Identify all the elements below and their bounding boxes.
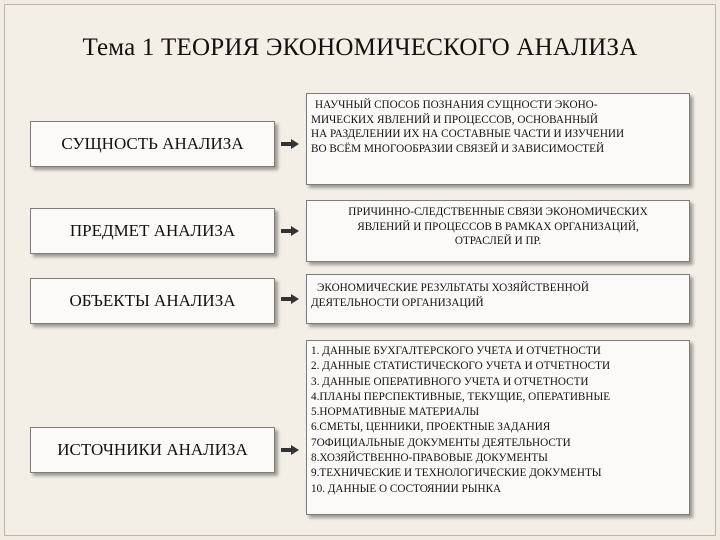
source-item: 5.НОРМАТИВНЫЕ МАТЕРИАЛЫ	[311, 406, 480, 419]
desc-box-essence	[306, 93, 690, 185]
label-box-subject	[30, 208, 275, 254]
label-subject: ПРЕДМЕТ АНАЛИЗА	[69, 221, 236, 240]
label-sources: ИСТОЧНИКИ АНАЛИЗА	[57, 440, 248, 459]
desc-line: ЭКОНОМИЧЕСКИЕ РЕЗУЛЬТАТЫ ХОЗЯЙСТВЕННОЙ	[317, 282, 589, 294]
source-item: 4.ПЛАНЫ ПЕРСПЕКТИВНЫЕ, ТЕКУЩИЕ, ОПЕРАТИВНЫЕ	[311, 390, 611, 403]
label-objects: ОБЪЕКТЫ АНАЛИЗА	[69, 291, 236, 310]
source-item: 9.ТЕХНИЧЕСКИЕ И ТЕХНОЛОГИЧЕСКИЕ ДОКУМЕНТЫ	[311, 467, 602, 480]
label-box-sources	[30, 427, 275, 473]
arrow-right-icon	[281, 445, 299, 455]
desc-line: ОТРАСЛЕЙ И ПР.	[454, 235, 542, 248]
arrow-right-icon	[281, 294, 299, 304]
arrow-right-icon	[281, 139, 299, 149]
label-essence: СУЩНОСТЬ АНАЛИЗА	[61, 134, 244, 153]
desc-box-objects	[306, 274, 690, 324]
desc-box-subject	[306, 200, 690, 262]
source-item: 6.СМЕТЫ, ЦЕННИКИ, ПРОЕКТНЫЕ ЗАДАНИЯ	[311, 421, 551, 434]
desc-line: НА РАЗДЕЛЕНИИ ИХ НА СОСТАВНЫЕ ЧАСТИ И ИЗУЧЕНИИ	[311, 128, 625, 141]
source-item: 3. ДАННЫЕ ОПЕРАТИВНОГО УЧЕТА И ОТЧЕТНОСТИ	[311, 375, 589, 388]
slide-title: Тема 1 ТЕОРИЯ ЭКОНОМИЧЕСКОГО АНАЛИЗА	[82, 34, 638, 61]
source-item: 7ОФИЦИАЛЬНЫЕ ДОКУМЕНТЫ ДЕЯТЕЛЬНОСТИ	[311, 436, 571, 449]
desc-line: ВО ВСЁМ МНОГООБРАЗИИ СВЯЗЕЙ И ЗАВИСИМОСТЕЙ	[311, 142, 605, 155]
desc-line: МИЧЕСКИХ ЯВЛЕНИЙ И ПРОЦЕССОВ, ОСНОВАННЫЙ	[311, 113, 598, 126]
desc-line: ДЕЯТЕЛЬНОСТИ ОРГАНИЗАЦИЙ	[311, 296, 484, 309]
source-item: 2. ДАННЫЕ СТАТИСТИЧЕСКОГО УЧЕТА И ОТЧЕТНОСТИ	[311, 360, 611, 373]
desc-line: НАУЧНЫЙ СПОСОБ ПОЗНАНИЯ СУЩНОСТИ ЭКОНО-	[315, 99, 598, 111]
arrow-right-icon	[281, 226, 299, 236]
source-item: 8.ХОЗЯЙСТВЕННО-ПРАВОВЫЕ ДОКУМЕНТЫ	[311, 452, 548, 465]
desc-line: ПРИЧИННО-СЛЕДСТВЕННЫЕ СВЯЗИ ЭКОНОМИЧЕСКИХ	[348, 206, 648, 218]
source-item: 1. ДАННЫЕ БУХГАЛТЕРСКОГО УЧЕТА И ОТЧЕТНОСТИ	[311, 345, 601, 357]
desc-box-sources	[306, 340, 690, 515]
source-item: 10. ДАННЫЕ О СОСТОЯНИИ РЫНКА	[311, 482, 502, 495]
desc-line: ЯВЛЕНИЙ И ПРОЦЕССОВ В РАМКАХ ОРГАНИЗАЦИЙ,	[357, 220, 639, 233]
label-box-objects	[30, 278, 275, 324]
label-box-essence	[30, 121, 275, 167]
